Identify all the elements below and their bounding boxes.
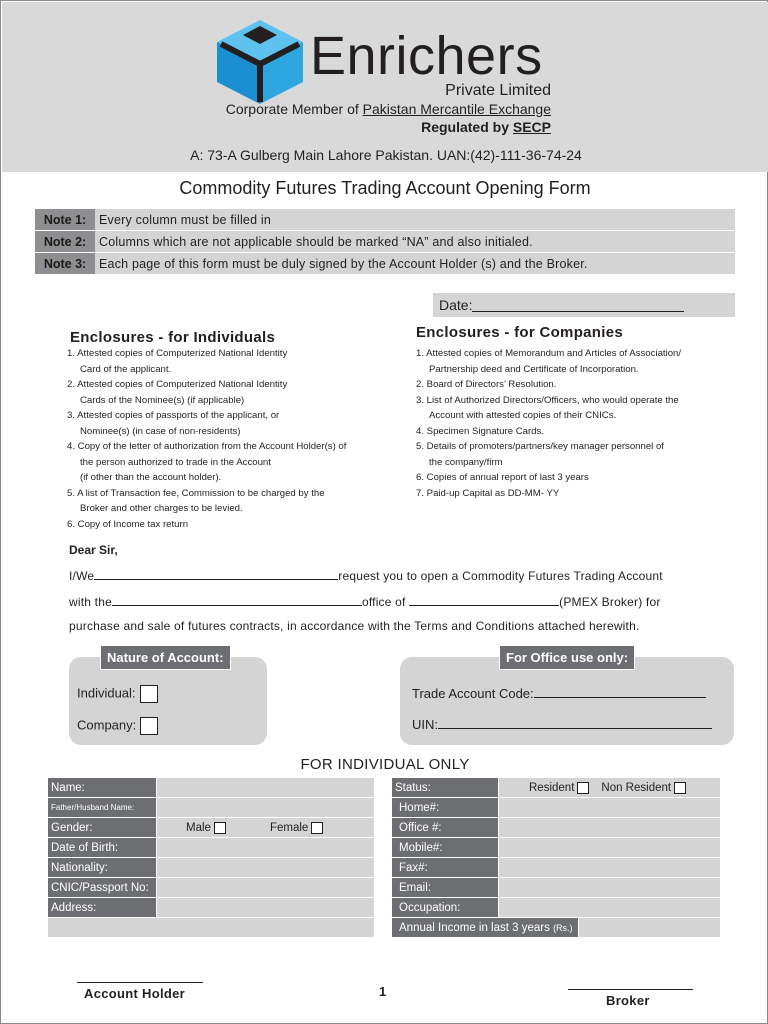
- non-resident-checkbox[interactable]: [674, 782, 686, 794]
- regulated-by-text: [421, 119, 551, 135]
- mobile-field[interactable]: [499, 838, 720, 857]
- uin-label: UIN:: [412, 717, 438, 732]
- enclosure-item: Nominee(s) (in case of non-residents): [80, 425, 241, 437]
- note-label: Note 2:: [35, 231, 95, 252]
- enclosure-item: 2. Board of Directors’ Resolution.: [416, 379, 557, 390]
- individual-section-title: FOR INDIVIDUAL ONLY: [300, 756, 470, 773]
- row-label: Status:: [392, 778, 498, 797]
- private-limited-text: Private Limited: [445, 82, 551, 99]
- date-label: Date:: [439, 297, 473, 313]
- table-row: [392, 878, 720, 897]
- date-input-line[interactable]: [472, 298, 684, 312]
- enclosure-item: 7. Paid-up Capital as DD-MM- YY: [416, 487, 560, 499]
- table-row: [48, 778, 374, 797]
- home-phone-field[interactable]: [499, 798, 720, 817]
- note-label: Note 1:: [35, 209, 95, 230]
- row-label: Office #:: [392, 818, 498, 837]
- table-row: [392, 918, 720, 937]
- uin-blank[interactable]: [438, 717, 712, 729]
- trade-account-code-label: Trade Account Code:: [412, 686, 534, 701]
- row-label: Occupation:: [392, 898, 498, 917]
- letter-text: I/We: [69, 569, 95, 583]
- trade-account-code-row: [412, 686, 706, 701]
- individual-label: Individual:: [77, 685, 136, 701]
- broker-blank[interactable]: [409, 594, 559, 606]
- enclosures-individuals-list: [67, 346, 346, 532]
- gender-field: [157, 818, 374, 837]
- nationality-field[interactable]: [157, 858, 374, 877]
- row-label: Mobile#:: [392, 838, 498, 857]
- letter-line-3: purchase and sale of futures contracts, in accordance with the Terms and Conditions attached herewith.: [69, 619, 640, 633]
- letter-text: (PMEX Broker) for: [559, 595, 661, 609]
- male-label: Male: [186, 821, 211, 834]
- note-row: [35, 231, 735, 252]
- address-continued-field[interactable]: [48, 918, 374, 937]
- female-checkbox[interactable]: [311, 822, 323, 834]
- row-label: Email:: [392, 878, 498, 897]
- pmex-link: Pakistan Mercantile Exchange: [362, 101, 551, 117]
- enclosure-item: (if other than the account holder).: [80, 472, 222, 483]
- occupation-field[interactable]: [499, 898, 720, 917]
- company-address: A: 73-A Gulberg Main Lahore Pakistan. UAN:(42)-111-36-74-24: [190, 147, 582, 163]
- office-use-title: For Office use only:: [499, 645, 635, 670]
- trade-account-code-blank[interactable]: [534, 686, 706, 698]
- table-row: [392, 898, 720, 917]
- page-number: 1: [379, 984, 387, 999]
- office-phone-field[interactable]: [499, 818, 720, 837]
- enclosure-item: Partnership deed and Certificate of Incorporation.: [429, 363, 639, 375]
- date-field[interactable]: [433, 293, 735, 317]
- annual-income-text: Annual Income in last 3 years: [399, 921, 550, 934]
- individual-right-table: [392, 778, 720, 938]
- row-label: Nationality:: [48, 858, 156, 877]
- account-holder-label: Account Holder: [84, 986, 185, 1001]
- individual-checkbox[interactable]: [140, 685, 158, 703]
- enclosure-item: 3. Attested copies of passports of the applicant, or: [67, 410, 280, 421]
- enclosure-item: 1. Attested copies of Memorandum and Articles of Association/: [416, 348, 682, 359]
- enclosure-item: 5. A list of Transaction fee, Commission to be charged by the: [67, 487, 325, 499]
- row-label: Fax#:: [392, 858, 498, 877]
- individual-left-table: [48, 778, 374, 938]
- non-resident-label: Non Resident: [601, 781, 672, 794]
- name-field[interactable]: [157, 778, 374, 797]
- email-field[interactable]: [499, 878, 720, 897]
- letter-text: request you to open a Commodity Futures Trading Account: [338, 569, 663, 583]
- table-row: [48, 818, 374, 837]
- row-label: Gender:: [48, 818, 156, 837]
- enclosure-item: Broker and other charges to be levied.: [80, 503, 243, 514]
- enclosures-individuals-title: Enclosures - for Individuals: [70, 329, 276, 346]
- company-checkbox[interactable]: [140, 717, 158, 735]
- enclosure-item: 2. Attested copies of Computerized National Identity: [67, 379, 288, 390]
- fax-field[interactable]: [499, 858, 720, 877]
- male-checkbox[interactable]: [214, 822, 226, 834]
- notes-list: [35, 209, 735, 275]
- member-prefix: Corporate Member of: [225, 101, 363, 117]
- table-row: [392, 818, 720, 837]
- enclosure-item: Card of the applicant.: [80, 363, 172, 375]
- date-of-birth-field[interactable]: [157, 838, 374, 857]
- broker-label: Broker: [606, 993, 650, 1008]
- enclosure-item: 4. Copy of the letter of authorization from the Account Holder(s) of: [67, 441, 347, 452]
- table-row: [392, 838, 720, 857]
- table-row: [48, 918, 374, 937]
- company-option: [77, 717, 158, 735]
- enclosure-item: 1. Attested copies of Computerized National Identity: [67, 348, 288, 359]
- enclosures-companies-list: [416, 346, 681, 501]
- letter-line-2: [69, 594, 661, 609]
- row-label: Father/Husband Name:: [48, 798, 156, 817]
- father-husband-name-field[interactable]: [157, 798, 374, 817]
- individual-option: [77, 685, 158, 703]
- table-row: [48, 838, 374, 857]
- enclosures-companies-title: Enclosures - for Companies: [416, 324, 624, 341]
- secp-link: SECP: [512, 119, 551, 135]
- note-row: [35, 253, 735, 274]
- letter-line-1: [69, 568, 663, 583]
- account-holder-signature-line[interactable]: [77, 982, 203, 983]
- note-row: [35, 209, 735, 230]
- letter-text: office of: [361, 595, 406, 609]
- salutation: Dear Sir,: [69, 543, 118, 557]
- row-label: Address:: [48, 898, 156, 917]
- enclosure-item: 3. List of Authorized Directors/Officers, who would operate the: [416, 394, 679, 406]
- female-label: Female: [269, 821, 309, 834]
- form-title: Commodity Futures Trading Account Opening Form: [179, 178, 591, 198]
- office-blank[interactable]: [112, 594, 362, 606]
- note-text: Each page of this form must be duly signed by the Account Holder (s) and the Broker.: [99, 256, 588, 271]
- row-label: Home#:: [392, 798, 498, 817]
- uin-row: [412, 717, 712, 732]
- nature-of-account-title: Nature of Account:: [100, 645, 231, 670]
- address-field[interactable]: [157, 898, 374, 917]
- enclosure-item: 6. Copies of annual report of last 3 years: [416, 472, 589, 483]
- table-row: [48, 878, 374, 897]
- company-logo-icon: [217, 20, 303, 104]
- regulated-prefix: Regulated by: [421, 119, 513, 135]
- annual-income-label: [392, 918, 578, 937]
- company-label: Company:: [77, 717, 137, 733]
- broker-signature-line[interactable]: [568, 989, 693, 990]
- row-label: CNIC/Passport No:: [48, 878, 156, 897]
- note-text: Columns which are not applicable should be marked “NA” and also initialed.: [99, 234, 533, 249]
- letter-text: with the: [69, 595, 112, 609]
- status-field: [499, 778, 720, 797]
- corporate-member-text: [226, 101, 551, 117]
- enclosure-item: 5. Details of promoters/partners/key manager personnel of: [416, 441, 664, 452]
- annual-income-field[interactable]: [579, 918, 720, 937]
- resident-checkbox[interactable]: [577, 782, 589, 794]
- row-label: Name:: [48, 778, 156, 797]
- cnic-passport-field[interactable]: [157, 878, 374, 897]
- applicant-name-blank[interactable]: [94, 568, 338, 580]
- table-row: [48, 858, 374, 877]
- note-text: Every column must be filled in: [99, 212, 272, 227]
- brand-name: Enrichers: [310, 26, 543, 86]
- row-label: Date of Birth:: [48, 838, 156, 857]
- resident-label: Resident: [529, 781, 575, 794]
- letterhead: [2, 2, 768, 172]
- enclosure-item: Cards of the Nominee(s) (if applicable): [80, 394, 245, 406]
- table-row: [392, 798, 720, 817]
- annual-income-unit: (Rs.): [553, 922, 573, 933]
- table-row: [48, 798, 374, 817]
- table-row: [392, 778, 720, 797]
- table-row: [392, 858, 720, 877]
- enclosure-item: 6. Copy of Income tax return: [67, 518, 189, 530]
- note-label: Note 3:: [35, 253, 95, 274]
- enclosure-item: the person authorized to trade in the Account: [80, 456, 271, 468]
- enclosure-item: 4. Specimen Signature Cards.: [416, 425, 544, 437]
- enclosure-item: the company/firm: [429, 456, 503, 468]
- table-row: [48, 898, 374, 917]
- enclosure-item: Account with attested copies of their CNICs.: [429, 410, 617, 421]
